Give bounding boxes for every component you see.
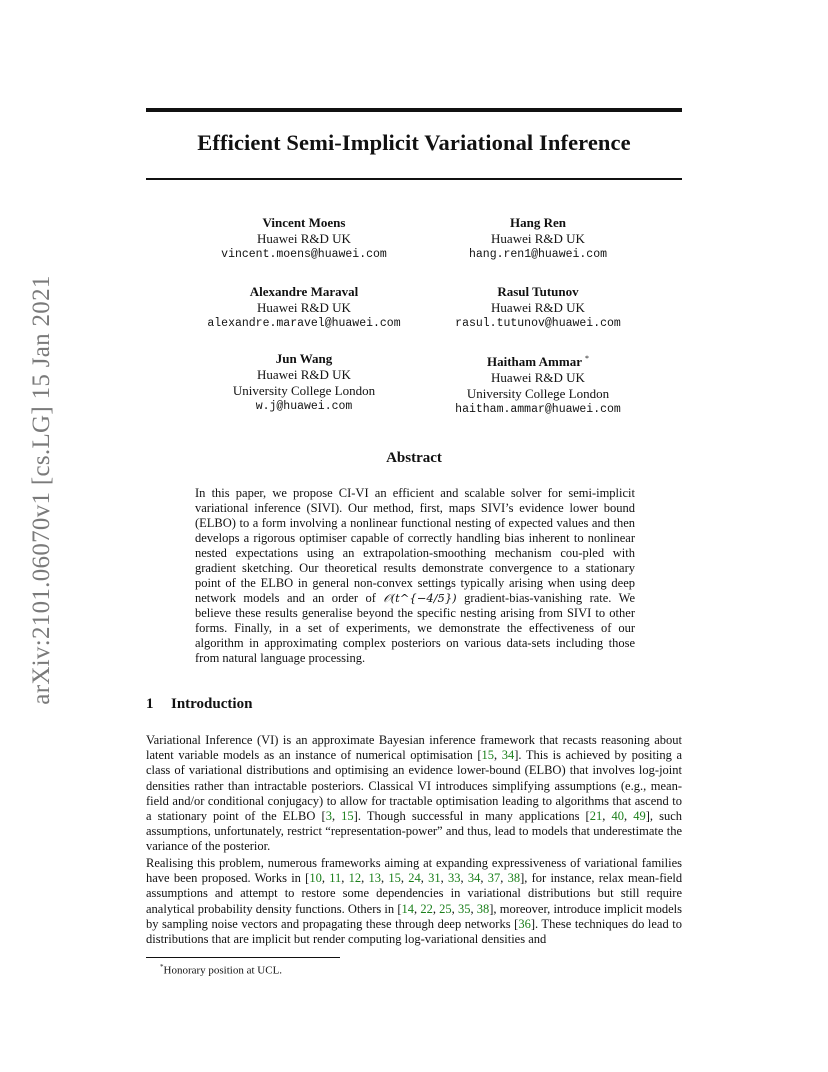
author-name-text: Haitham Ammar (487, 354, 582, 369)
author-name: Alexandre Maraval (249, 284, 359, 299)
section-title: Introduction (171, 696, 253, 712)
citation-link[interactable]: 11 (329, 871, 342, 886)
citation-link[interactable]: 14 (401, 901, 415, 916)
author-affiliation: Huawei R&D UK (257, 300, 351, 315)
author-card (404, 284, 672, 332)
author-card (170, 284, 438, 332)
intro-paragraph: Variational Inference (VI) is an approximate Bayesian inference framework that recasts reasoning about latent variable models as an instance of numerical optimisation [15, 34]. This is achieved by positing a class of variational distributions and optimising an evidence lower-bound (ELBO) that involves log-joint densities rather than intractable posteriors. Classical VI introduces simplifying assumptions (e.g., mean-field and/or conditional conjugacy) to allow for tractable optimisation leading to algorithms that ascend to a stationary point of the ELBO [3, 15]. Though successful in many applications [21, 40, 49], such assumptions, unfortunately, restrict “representation-power” and thus, lead to models that underestimate the variance of the posterior. (146, 733, 683, 854)
citation-link[interactable]: 38 (476, 901, 490, 916)
abstract-text-end: gradient-bias-vanishing rate. We believe these results generalise beyond the specific nesting arising from SIVI to other forms. Finally, in a set of experiments, we demonstrate the effectiveness of our algorithm in approximating complex posteriors on various data-sets including those from natural language processing. (195, 591, 635, 665)
author-affiliation: Huawei R&D UK (491, 300, 585, 315)
abstract-text-start: In this paper, we propose CI-VI an efficient and scalable solver for semi-implicit variational inference (SIVI). Our method, first, maps SIVI’s evidence lower bound (ELBO) to a form involving a nonlinear functional nesting of expected values and then develops a rigorous optimiser capable of correctly handling bias inherent to nonlinear nested expectations using an extrapolation-smoothing mechanism cou-pled with gradient sketching. Our theoretical results demonstrate convergence to a stationary point of the ELBO in general non-convex settings typically arising when using deep network models and an order of (195, 486, 635, 605)
abstract-text (195, 486, 635, 666)
author-name: Hang Ren (510, 215, 566, 230)
citation-link[interactable]: 34 (501, 748, 515, 763)
footnote-marker: * (584, 354, 589, 363)
citation-link[interactable]: 15 (481, 748, 494, 763)
footnote-divider (146, 957, 340, 958)
footnote-text: Honorary position at UCL. (163, 964, 283, 977)
author-card (170, 215, 438, 263)
citation-link[interactable]: 21 (589, 809, 603, 824)
citation-link[interactable]: 15 (341, 809, 354, 824)
title-rule-bottom (146, 178, 682, 180)
author-email: vincent.moens@huawei.com (221, 248, 387, 261)
citation-link[interactable]: 10 (309, 871, 322, 886)
citation-link[interactable]: 40 (611, 809, 624, 824)
citation-link[interactable]: 36 (518, 916, 531, 931)
author-affiliation: Huawei R&D UK (257, 231, 351, 246)
citation-link[interactable]: 31 (428, 871, 441, 886)
author-card (404, 215, 672, 263)
citation-link[interactable]: 22 (420, 901, 433, 916)
author-name (404, 351, 672, 370)
author-affiliation: Huawei R&D UK (491, 231, 585, 246)
abstract-math: 𝒪(t^{−4/5}) (383, 591, 457, 605)
title-rule-top (146, 108, 682, 112)
author-email: rasul.tutunov@huawei.com (455, 317, 621, 330)
author-email: w.j@huawei.com (255, 400, 353, 413)
paper-title: Efficient Semi-Implicit Variational Inference (197, 130, 631, 155)
footnote (146, 961, 282, 978)
author-name: Rasul Tutunov (497, 284, 579, 299)
author-card (170, 351, 438, 415)
citation-link[interactable]: 35 (457, 901, 471, 916)
author-name: Vincent Moens (262, 215, 346, 230)
citation-link[interactable]: 37 (487, 871, 501, 886)
author-affiliation: Huawei R&D UK (257, 367, 351, 382)
citation-link[interactable]: 13 (368, 871, 381, 886)
citation-link[interactable]: 24 (408, 871, 421, 886)
author-email: haitham.ammar@huawei.com (455, 403, 621, 416)
author-name: Jun Wang (275, 351, 333, 366)
footnote-marker: * (160, 963, 164, 971)
author-card (404, 351, 672, 418)
citation-link[interactable]: 12 (348, 871, 362, 886)
intro-paragraph: Realising this problem, numerous frameworks aiming at expanding expressiveness of variational families have been proposed. Works in [10, 11, 12, 13, 15, 24, 31, 33, 34, 37, 38], for instance, relax mean-field assumptions and attempt to restore some dependencies in variational distributions but still require analytical probability density functions. Others in [14, 22, 25, 35, 38], moreover, introduce implicit models by sampling noise vectors and propagating these through deep networks [36]. These techniques do lead to distributions that are implicit but render computing log-variational densities and (146, 856, 683, 947)
arxiv-identifier: arXiv:2101.06070v1 [cs.LG] 15 Jan 2021 (28, 275, 55, 705)
author-affiliation-secondary: University College London (232, 383, 376, 398)
citation-link[interactable]: 49 (633, 809, 646, 824)
citation-link[interactable]: 38 (507, 871, 521, 886)
author-email: hang.ren1@huawei.com (468, 248, 608, 261)
citation-link[interactable]: 33 (447, 871, 461, 886)
abstract-heading: Abstract (386, 450, 442, 466)
citation-link[interactable]: 34 (467, 871, 481, 886)
section-number: 1 (146, 696, 154, 712)
author-email: alexandre.maravel@huawei.com (207, 317, 401, 330)
author-affiliation-secondary: University College London (466, 386, 610, 401)
citation-link[interactable]: 25 (439, 901, 452, 916)
author-affiliation: Huawei R&D UK (491, 370, 585, 385)
citation-link[interactable]: 3 (325, 809, 332, 824)
section-heading (146, 696, 252, 713)
citation-link[interactable]: 15 (388, 871, 401, 886)
